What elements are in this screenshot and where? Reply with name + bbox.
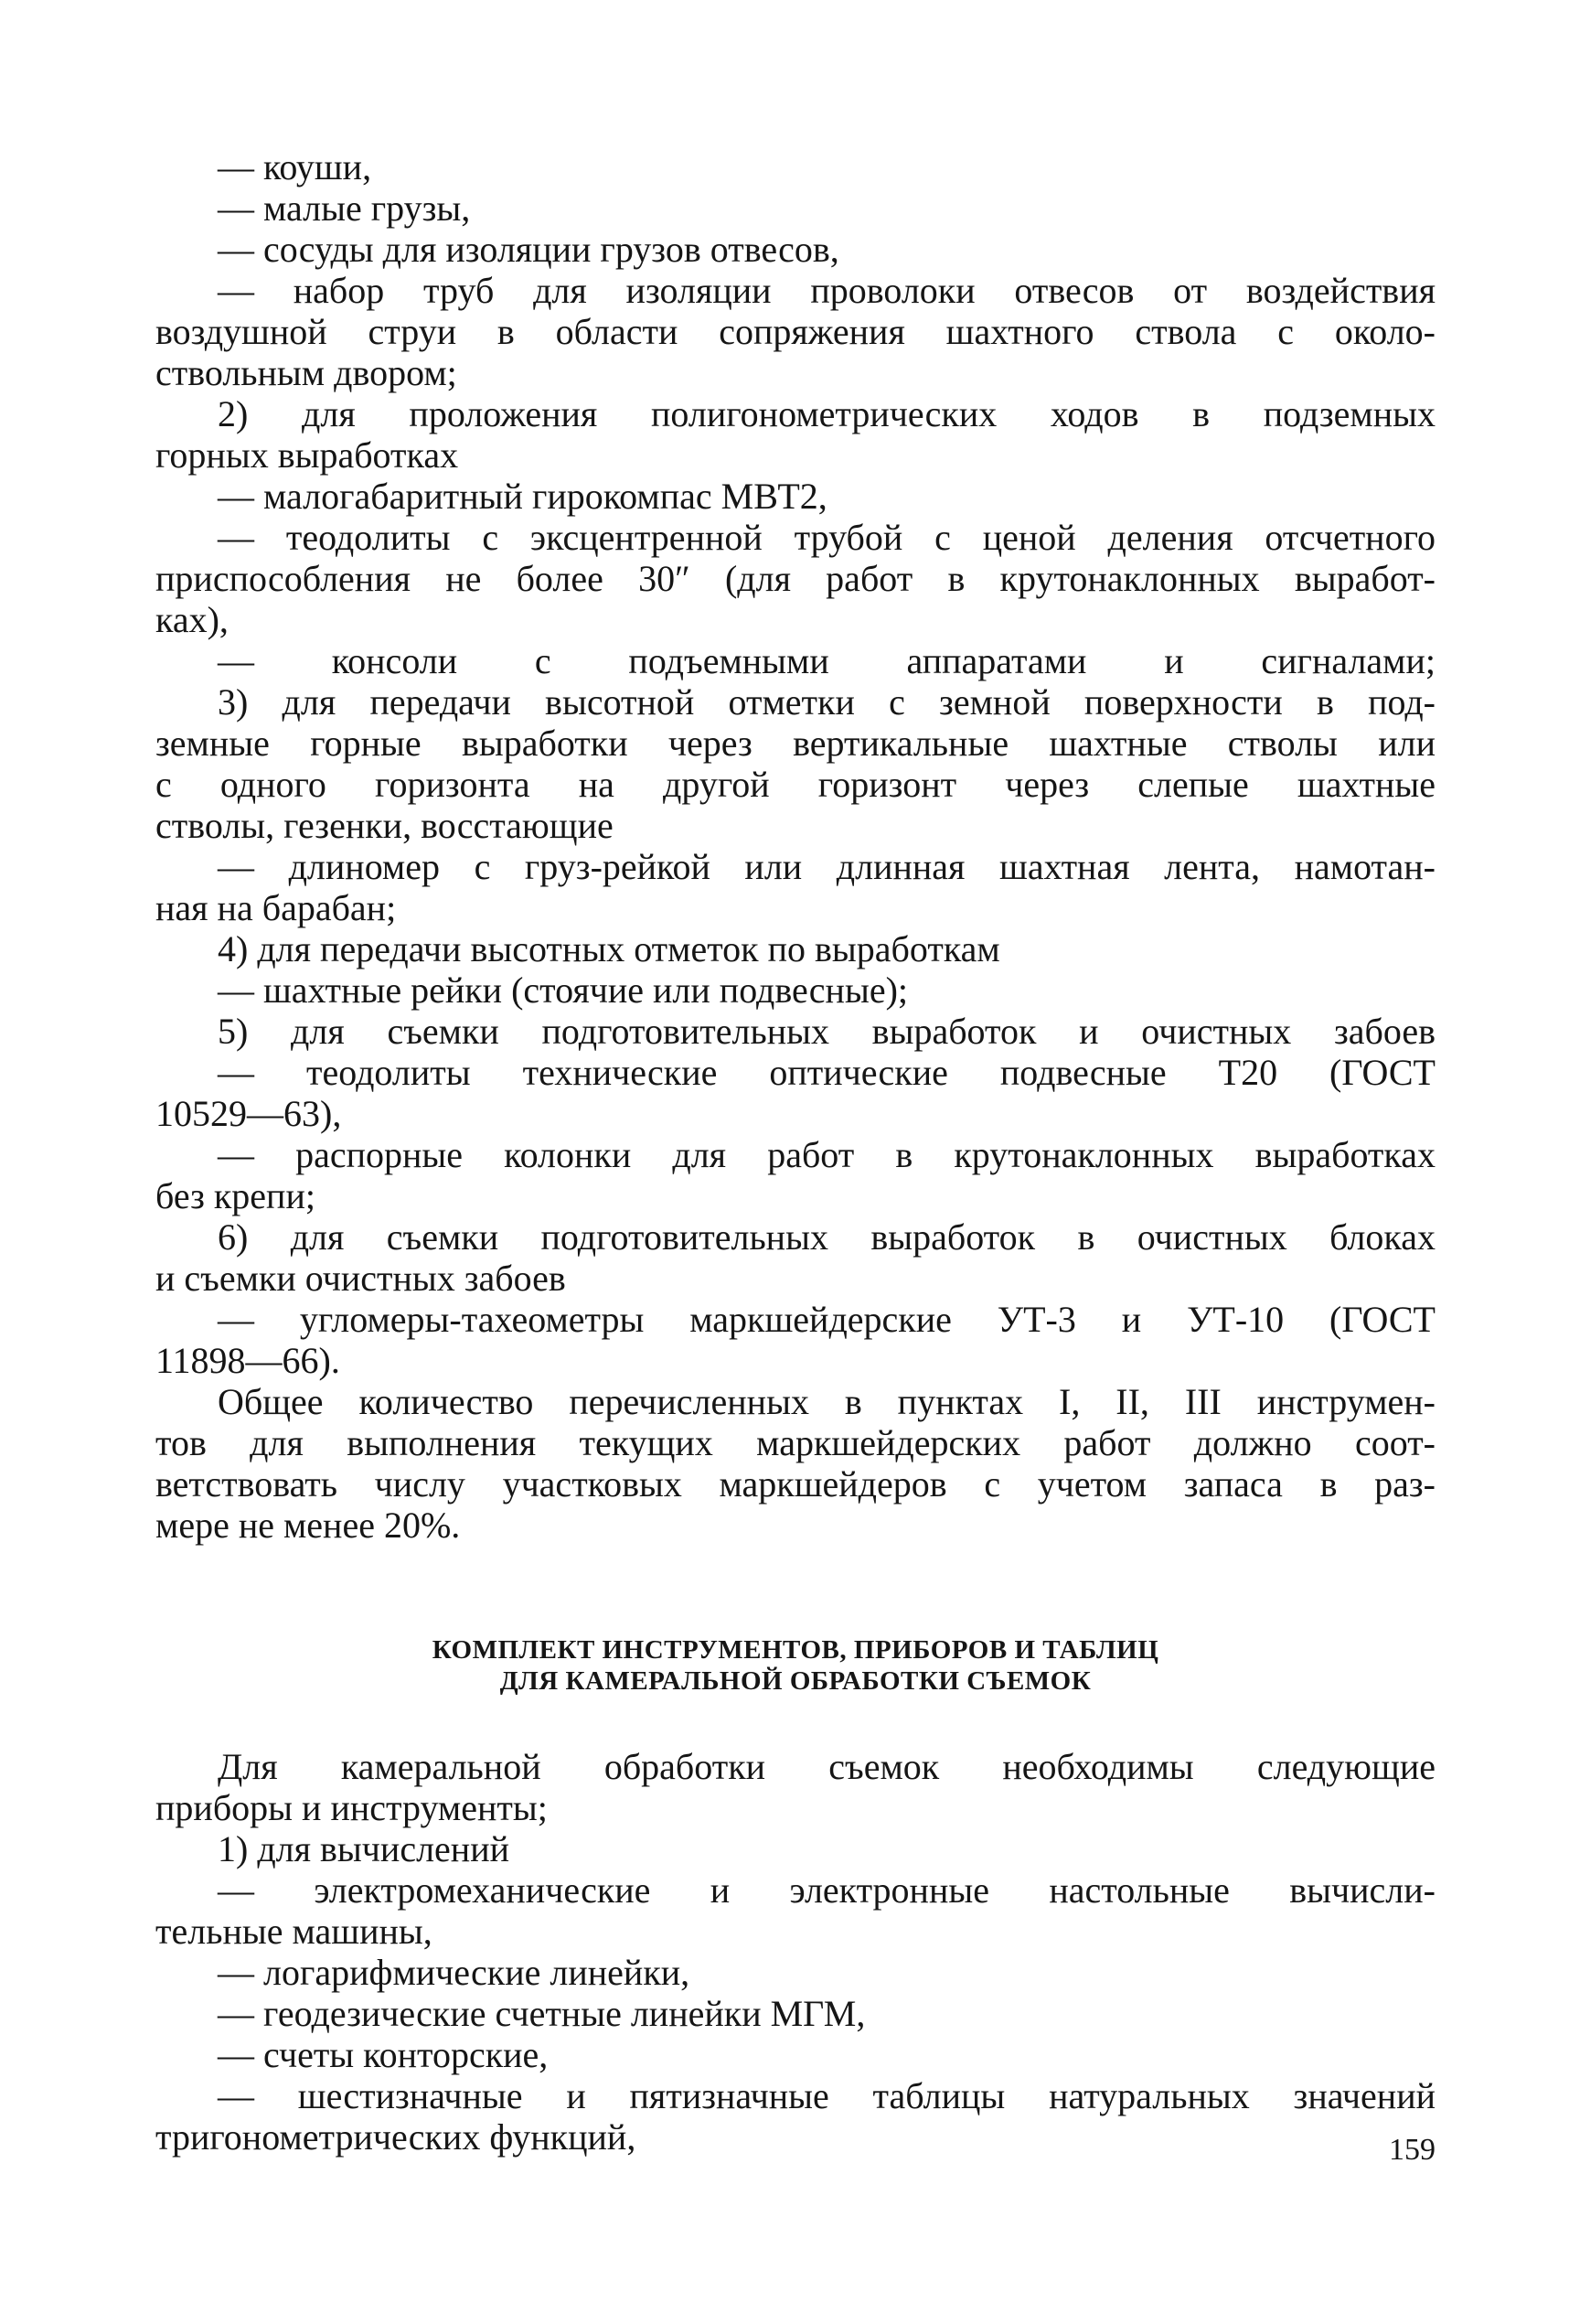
text-line: Общее количество перечисленных в пунктах I, II, III инструмен-	[218, 1381, 1436, 1422]
text-line: 6) для съемки подготовительных выработок в очистных блоках	[218, 1216, 1436, 1258]
text-line: — теодолиты технические оптические подвесные Т20 (ГОСТ	[218, 1052, 1436, 1093]
text-line: — длиномер с груз-рейкой или длинная шахтная лента, намотан-	[218, 846, 1436, 887]
text-line: ках),	[155, 599, 229, 640]
text-line: горных выработках	[155, 434, 459, 476]
text-line: — угломеры-тахеометры маркшейдерские УТ-3 и УТ-10 (ГОСТ	[218, 1299, 1436, 1340]
text-line: — электромеханические и электронные настольные вычисли-	[218, 1869, 1436, 1911]
text-line: — шахтные рейки (стоячие или подвесные);	[218, 969, 909, 1011]
text-line: 2) для проложения полигонометрических ходов в подземных	[218, 393, 1436, 434]
page-number: 159	[1389, 2133, 1436, 2167]
text-line: приборы и инструменты;	[155, 1787, 548, 1828]
text-line: — распорные колонки для работ в крутонаклонных выработках	[218, 1134, 1436, 1175]
text-line: тельные машины,	[155, 1911, 432, 1952]
text-line: 10529—63),	[155, 1093, 342, 1134]
text-line: земные горные выработки через вертикальные шахтные стволы или	[155, 723, 1436, 764]
text-line: ная на барабан;	[155, 887, 397, 928]
section-heading-line-2: ДЛЯ КАМЕРАЛЬНОЙ ОБРАБОТКИ СЪЕМОК	[499, 1666, 1092, 1696]
body-text-top	[155, 146, 1436, 1546]
text-line: — геодезические счетные линейки МГМ,	[218, 1993, 866, 2034]
section-heading-line-1: КОМПЛЕКТ ИНСТРУМЕНТОВ, ПРИБОРОВ И ТАБЛИЦ	[432, 1635, 1159, 1665]
text-line: тригонометрических функций,	[155, 2116, 636, 2158]
text-line: приспособления не более 30″ (для работ в крутонаклонных выработ-	[155, 558, 1436, 599]
text-line: 4) для передачи высотных отметок по выработкам	[218, 928, 1000, 969]
text-line: ствольным двором;	[155, 352, 457, 393]
text-line: — сосуды для изоляции грузов отвесов,	[218, 229, 839, 270]
text-line: — малые грузы,	[218, 187, 471, 229]
text-line: 3) для передачи высотной отметки с земной поверхности в под-	[218, 681, 1436, 723]
body-text-bottom	[155, 1746, 1436, 2158]
text-line: — набор труб для изоляции проволоки отвесов от воздействия	[218, 270, 1436, 311]
text-line: ветствовать числу участковых маркшейдеров с учетом запаса в раз-	[155, 1463, 1436, 1505]
text-line: мере не менее 20%.	[155, 1505, 461, 1546]
text-line: тов для выполнения текущих маркшейдерских работ должно соот-	[155, 1422, 1436, 1463]
section-heading	[155, 1634, 1436, 1697]
text-line: — логарифмические линейки,	[218, 1952, 690, 1993]
text-line: — шестизначные и пятизначные таблицы натуральных значений	[218, 2075, 1436, 2116]
text-line: — малогабаритный гирокомпас МВТ2,	[218, 476, 827, 517]
text-line: воздушной струи в области сопряжения шахтного ствола с около-	[155, 311, 1436, 352]
text-line: и съемки очистных забоев	[155, 1258, 566, 1299]
text-line: без крепи;	[155, 1175, 315, 1216]
text-line: 5) для съемки подготовительных выработок и очистных забоев	[218, 1011, 1436, 1052]
document-page	[155, 146, 1436, 2158]
text-line: — теодолиты с эксцентренной трубой с ценой деления отсчетного	[218, 517, 1436, 558]
text-line: — счеты конторские,	[218, 2034, 549, 2075]
text-line: 11898—66).	[155, 1340, 340, 1381]
text-line: стволы, гезенки, восстающие	[155, 805, 614, 846]
text-line: 1) для вычислений	[218, 1828, 510, 1869]
text-line: с одного горизонта на другой горизонт через слепые шахтные	[155, 764, 1436, 805]
text-line: — коуши,	[218, 146, 372, 187]
text-line: Для камеральной обработки съемок необходимы следующие	[218, 1746, 1436, 1787]
text-line: — консоли с подъемными аппаратами и сигналами;	[218, 640, 1436, 681]
